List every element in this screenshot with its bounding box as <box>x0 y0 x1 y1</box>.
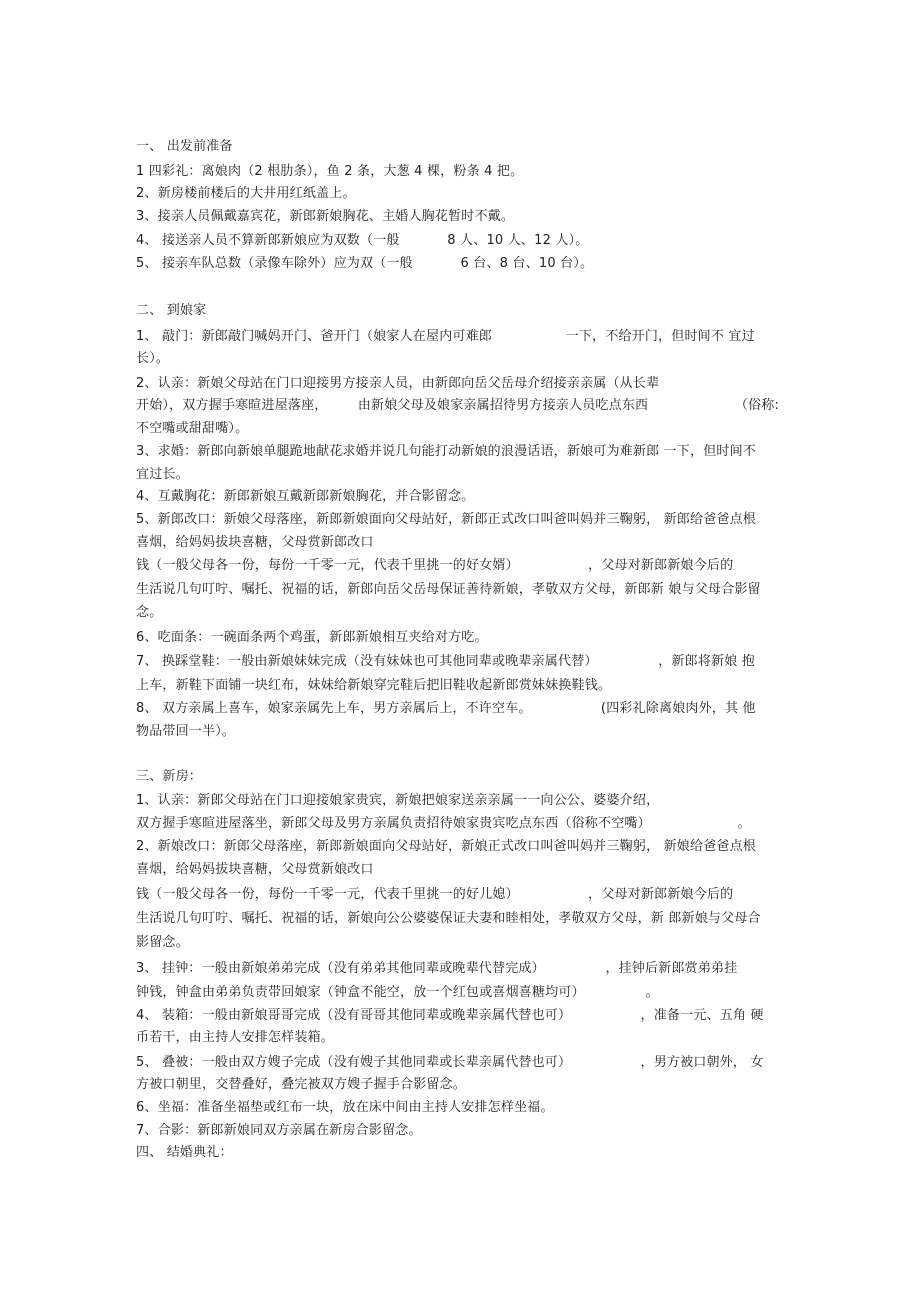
paragraph-line: 喜烟，给妈妈拔块喜糖，父母赏新郎改口 <box>136 535 374 550</box>
paragraph-line: 5、 叠被：一般由双方嫂子完成（没有嫂子其他同辈或长辈亲属代替也可） ，男方被口朝外， 女 <box>136 1055 764 1070</box>
paragraph-line: 上车，新鞋下面铺一块红布，妹妹给新娘穿完鞋后把旧鞋收起新郎赏妹妹换鞋钱。 <box>136 678 612 693</box>
paragraph-line: 喜烟，给妈妈拔块喜糖，父母赏新娘改口 <box>136 862 374 877</box>
paragraph-line: 钱（一般父母各一份，每份一千零一元，代表千里挑一的好儿媳） ，父母对新郎新娘今后的 <box>136 887 734 902</box>
paragraph-line: 4、互戴胸花：新郎新娘互戴新郎新娘胸花，并合影留念。 <box>136 489 475 504</box>
section-heading: 一、 出发前准备 <box>136 139 233 154</box>
paragraph-line: 宜过长。 <box>136 467 189 482</box>
paragraph-line: 5、 接亲车队总数（录像车除外）应为双（一般 6 台、8 台、10 台）。 <box>136 256 594 271</box>
paragraph-line: 不空嘴或甜甜嘴）。 <box>136 421 249 436</box>
paragraph-line: 3、求婚：新郎向新娘单腿跪地献花求婚并说几句能打动新娘的浪漫话语，新娘可为难新郎 一下，但时间不 <box>136 444 757 459</box>
section-heading: 二、 到娘家 <box>136 303 207 318</box>
paragraph-line: 6、吃面条：一碗面条两个鸡蛋，新郎新娘相互夹给对方吃。 <box>136 630 488 645</box>
paragraph-line: 币若干，由主持人安排怎样装箱。 <box>136 1030 335 1045</box>
paragraph-line: 开始），双方握手寒暄进屋落座， 由新娘父母及娘家亲属招待男方接亲人员吃点东西 （俗称: <box>136 398 780 413</box>
paragraph-line: 2、新房楼前楼后的大井用红纸盖上。 <box>136 186 356 201</box>
paragraph-line: 3、接亲人员佩戴嘉宾花，新郎新娘胸花、主婚人胸花暂时不戴。 <box>136 209 515 224</box>
paragraph-line: 方被口朝里，交替叠好，叠完被双方嫂子握手合影留念。 <box>136 1077 467 1092</box>
paragraph-line: 影留念。 <box>136 935 189 950</box>
paragraph-line: 4、 接送亲人员不算新郎新娘应为双数（一般 8 人、10 人、12 人）。 <box>136 233 589 248</box>
paragraph-line: 1、 敲门：新郎敲门喊妈开门、爸开门（娘家人在屋内可难郎 一下，不给开门，但时间不 宜过 <box>136 329 755 344</box>
paragraph-line: 2、认亲：新娘父母站在门口迎接男方接亲人员，由新郎向岳父岳母介绍接亲亲属（从长辈 <box>136 376 660 391</box>
paragraph-line: 双方握手寒暄进屋落坐，新郎父母及男方亲属负责招待娘家贵宾吃点东西（俗称不空嘴） 。 <box>136 816 751 831</box>
paragraph-line: 钱（一般父母各一份，每份一千零一元，代表千里挑一的好女婿） ，父母对新郎新娘今后的 <box>136 558 734 573</box>
section-heading: 四、 结婚典礼： <box>136 1145 233 1160</box>
paragraph-line: 物品带回一半）。 <box>136 724 236 739</box>
paragraph-line: 念。 <box>136 605 163 620</box>
paragraph-line: 7、合影：新郎新娘同双方亲属在新房合影留念。 <box>136 1123 422 1138</box>
paragraph-line: 1、认亲：新郎父母站在门口迎接娘家贵宾，新娘把娘家送亲亲属一一向公公、婆婆介绍， <box>136 793 660 808</box>
paragraph-line: 3、 挂钟：一般由新娘弟弟完成（没有弟弟其他同辈或晚辈代替完成） ，挂钟后新郎赏弟弟挂 <box>136 961 738 976</box>
paragraph-line: 5、新郎改口：新娘父母落座，新郎新娘面向父母站好，新郎正式改口叫爸叫妈并三鞠躬， 新郎给爸爸点根 <box>136 512 757 527</box>
paragraph-line: 8、 双方亲属上喜车，娘家亲属先上车，男方亲属后上，不许空车。 (四彩礼除离娘肉外，其 他 <box>136 701 756 716</box>
paragraph-line: 钟钱，钟盒由弟弟负责带回娘家（钟盒不能空，放一个红包或喜烟喜糖均可） 。 <box>136 985 659 1000</box>
section-heading: 三、新房： <box>136 769 203 784</box>
paragraph-line: 生活说几句叮咛、嘱托、祝福的话，新娘向公公婆婆保证夫妻和睦相处，孝敬双方父母，新 郎新娘与父母合 <box>136 911 761 926</box>
paragraph-line: 2、新娘改口：新郎父母落座，新郎新娘面向父母站好，新娘正式改口叫爸叫妈并三鞠躬， 新娘给爸爸点根 <box>136 839 757 854</box>
paragraph-line: 1 四彩礼：离娘肉（2 根肋条），鱼 2 条，大葱 4 棵，粉条 4 把。 <box>136 164 524 179</box>
paragraph-line: 4、 装箱：一般由新娘哥哥完成（没有哥哥其他同辈或晚辈亲属代替也可） ，准备一元、五角 硬 <box>136 1008 764 1023</box>
paragraph-line: 7、 换踩堂鞋：一般由新娘妹妹完成（没有妹妹也可其他同辈或晚辈亲属代替） ，新郎将新娘 抱 <box>136 654 755 669</box>
paragraph-line: 长）。 <box>136 351 170 366</box>
paragraph-line: 6、坐福：准备坐福垫或红布一块，放在床中间由主持人安排怎样坐福。 <box>136 1100 554 1115</box>
paragraph-line: 生活说几句叮咛、嘱托、祝福的话，新郎向岳父岳母保证善待新娘，孝敬双方父母，新郎新 娘与父母合影留 <box>136 582 761 597</box>
